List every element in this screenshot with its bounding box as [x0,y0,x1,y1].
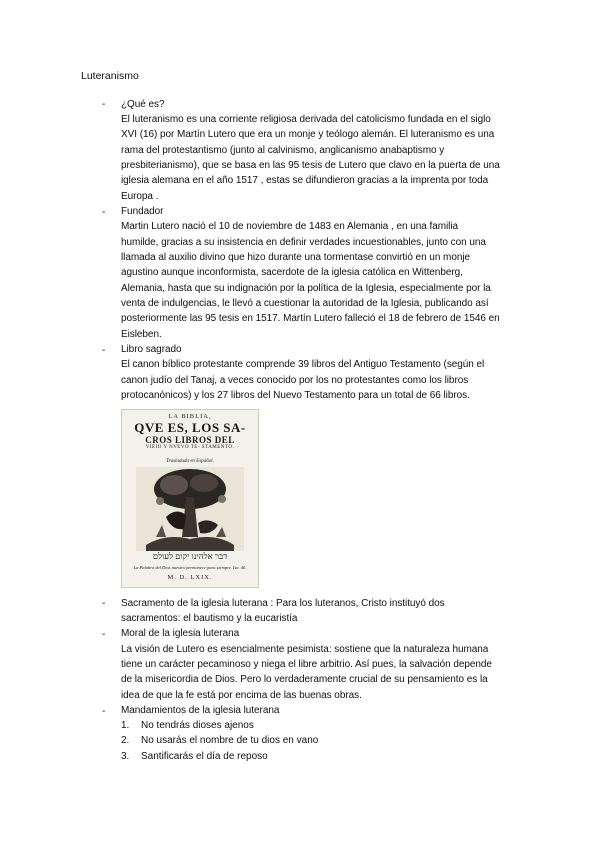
bullet-dash: - [102,629,106,640]
paragraph-line: canon judío del Tanaj, a veces conocido por los no protestantes como los libros [121,375,469,386]
bullet-dash: - [102,207,106,218]
paragraph-line: protocanónicos) y los 27 libros del Nuevo Testamento para un total de 66 libros. [121,390,470,401]
paragraph-line: Martin Lutero nació el 10 de noviembre de 1483 en Alemania , en una familia [121,221,459,232]
section-heading: ¿Qué es? [121,99,165,110]
document-title: Luteranismo [81,70,139,82]
list-number: 1. [121,720,130,731]
bible-caption-line: VIEIO Y NVEVO TE- STAMENTO. [145,445,235,450]
paragraph-line: El canon bíblico protestante comprende 39 libros del Antiguo Testamento (según el [121,359,485,370]
section-heading: Mandamientos de la iglesia luterana [121,705,280,716]
paragraph-line: XVI (16) por Martín Lutero que era un monje y teólogo alemán. El luteranismo es una [121,129,495,140]
commandment-item: Santificarás el día de reposo [141,751,268,762]
bullet-dash: - [102,99,106,110]
paragraph-line: tiene un carácter pecaminoso y niega el libre arbitrio. Así pues, la salvación depende [121,659,492,670]
paragraph-line: Eisleben. [121,329,162,340]
paragraph-line: El luteranismo es una corriente religiosa derivada del catolicismo fundada en el siglo [121,114,491,125]
commandment-item: No usarás el nombre de tu dios en vano [141,735,319,746]
paragraph-line: Alemania, hasta que su indignación por la política de la Iglesia, especialmente por la [121,283,491,294]
bible-caption-line: QVE ES, LOS SA- [134,420,246,435]
paragraph-line: Sacramento de la iglesia luterana : Para los luteranos, Cristo instituyó dos [121,598,445,609]
bible-caption-line: Trasladada en Español. [166,459,214,464]
bear-tree-woodcut-icon [136,467,244,551]
bible-hebrew-text: דבר אלהינו יקום לעולם [152,551,228,561]
paragraph-line: de la misericordia de Dios. Pero lo verdaderamente crucial de su pensamiento es la [121,674,488,685]
paragraph-line: humilde, gracias a su insistencia en definir verdades incuestionables, junto con una [121,237,486,248]
paragraph-line: venta de indulgencias, le llevó a cuestionar la autoridad de la Iglesia, publicando así [121,298,489,309]
section-heading: Moral de la iglesia luterana [121,628,240,639]
paragraph-line: posteriormente las 95 tesis en 1517. Martín Lutero falleció el 18 de febrero de 1546 en [121,313,500,324]
bullet-dash: - [102,706,106,717]
bullet-dash: - [102,598,106,609]
paragraph-line: idea de que la fe está por encima de las buenas obras. [121,690,362,701]
bible-caption-line: LA BIBLIA, [168,413,212,420]
commandment-item: No tendrás dioses ajenos [141,720,254,731]
paragraph-line: presbiterianismo), que se basa en las 95 tesis de Lutero que clavo en la puerta de una [121,160,500,171]
paragraph-line: llamada al auxilio divino que hizo durante una tormentase convirtió en un monje [121,252,471,263]
bible-title-page-image [121,409,259,588]
section-heading: Libro sagrado [121,344,182,355]
bible-motto-text: La Palabra del Dios nuestro permanece para siempre. Isa. 40. [133,565,247,570]
paragraph-line: La visión de Lutero es esencialmente pesimista: sostiene que la naturaleza humana [121,644,489,655]
paragraph-line: agustino aunque inconformista, sacerdote de la iglesia católica en Wittenberg, [121,267,463,278]
paragraph-line: rama del protestantismo (junto al calvinismo, anglicanismo anabaptismo y [121,145,445,156]
bible-caption-line: CROS LIBROS DEL [145,435,235,445]
bible-year-text: M. D. LXIX. [167,574,213,581]
bullet-dash: - [102,345,106,356]
list-number: 3. [121,751,130,762]
paragraph-line: sacramentos: el bautismo y la eucaristía [121,613,298,624]
paragraph-line: Europa . [121,191,159,202]
list-number: 2. [121,735,130,746]
section-heading: Fundador [121,206,164,217]
paragraph-line: iglesia alemana en el año 1517 , estas se difundieron gracias a la imprenta por toda [121,175,489,186]
